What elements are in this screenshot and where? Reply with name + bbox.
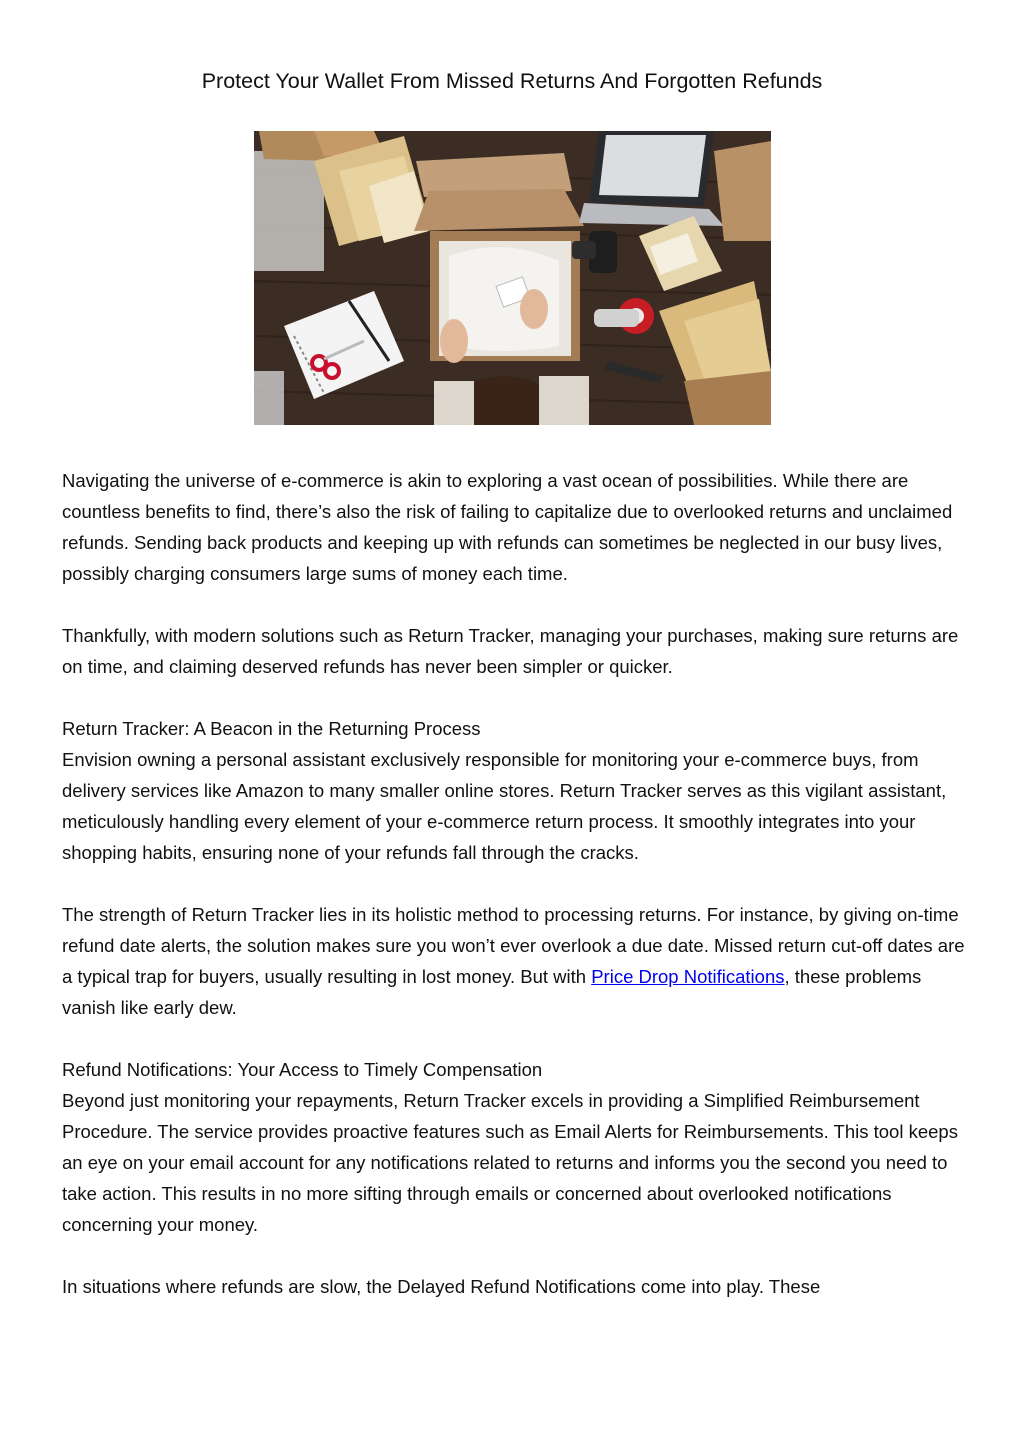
section-heading-return-tracker: Return Tracker: A Beacon in the Returning Process bbox=[62, 718, 481, 739]
refund-notifications-section bbox=[62, 1054, 967, 1240]
article-body bbox=[62, 465, 967, 1333]
intro-paragraph: Navigating the universe of e-commerce is akin to exploring a vast ocean of possibilities. While there are countless benefits to find, there’s also the risk of failing to capitalize due to overlooked returns and unclaimed refunds. Sending back products and keeping up with refunds can sometimes be neglected in our busy lives, possibly charging consumers large sums of money each time. bbox=[62, 470, 953, 584]
page-title: Protect Your Wallet From Missed Returns And Forgotten Refunds bbox=[201, 69, 823, 93]
hero-image bbox=[254, 131, 771, 425]
packing-desk-photo-icon bbox=[254, 131, 771, 425]
return-tracker-paragraph: Envision owning a personal assistant exclusively responsible for monitoring your e-commerce buys, from delivery services like Amazon to many smaller online stores. Return Tracker serves as this vigilant assistant, meticulously handling every element of your e-commerce return process. It smoothly integrates into your shopping habits, ensuring none of your refunds fall through the cracks. bbox=[62, 749, 947, 863]
return-tracker-section bbox=[62, 713, 967, 868]
section-heading-refund-notifications: Refund Notifications: Your Access to Timely Compensation bbox=[62, 1059, 543, 1080]
refund-notifications-paragraph: Beyond just monitoring your repayments, Return Tracker excels in providing a Simplified Reimbursement Procedure. The service provides proactive features such as Email Alerts for Reimbursements. This tool keeps an eye on your email account for any notifications related to returns and informs you the second you need to take action. This results in no more sifting through emails or concerned about overlooked notifications concerning your money. bbox=[62, 1090, 958, 1235]
solution-paragraph: Thankfully, with modern solutions such as Return Tracker, managing your purchases, making sure returns are on time, and claiming deserved refunds has never been simpler or quicker. bbox=[62, 625, 959, 677]
strength-paragraph-tail: , these problems vanish like early dew. bbox=[62, 966, 922, 1018]
strength-paragraph-text: The strength of Return Tracker lies in its holistic method to processing returns. For instance, by giving on-time refund date alerts, the solution makes sure you won’t ever overlook a due date. Missed return cut-off dates are a typical trap for buyers, usually resulting in lost money. But with bbox=[62, 904, 965, 987]
strength-paragraph bbox=[62, 899, 967, 1023]
price-drop-notifications-link[interactable]: Price Drop Notifications bbox=[591, 966, 785, 987]
delayed-refund-paragraph: In situations where refunds are slow, the Delayed Refund Notifications come into play. These bbox=[62, 1276, 821, 1297]
